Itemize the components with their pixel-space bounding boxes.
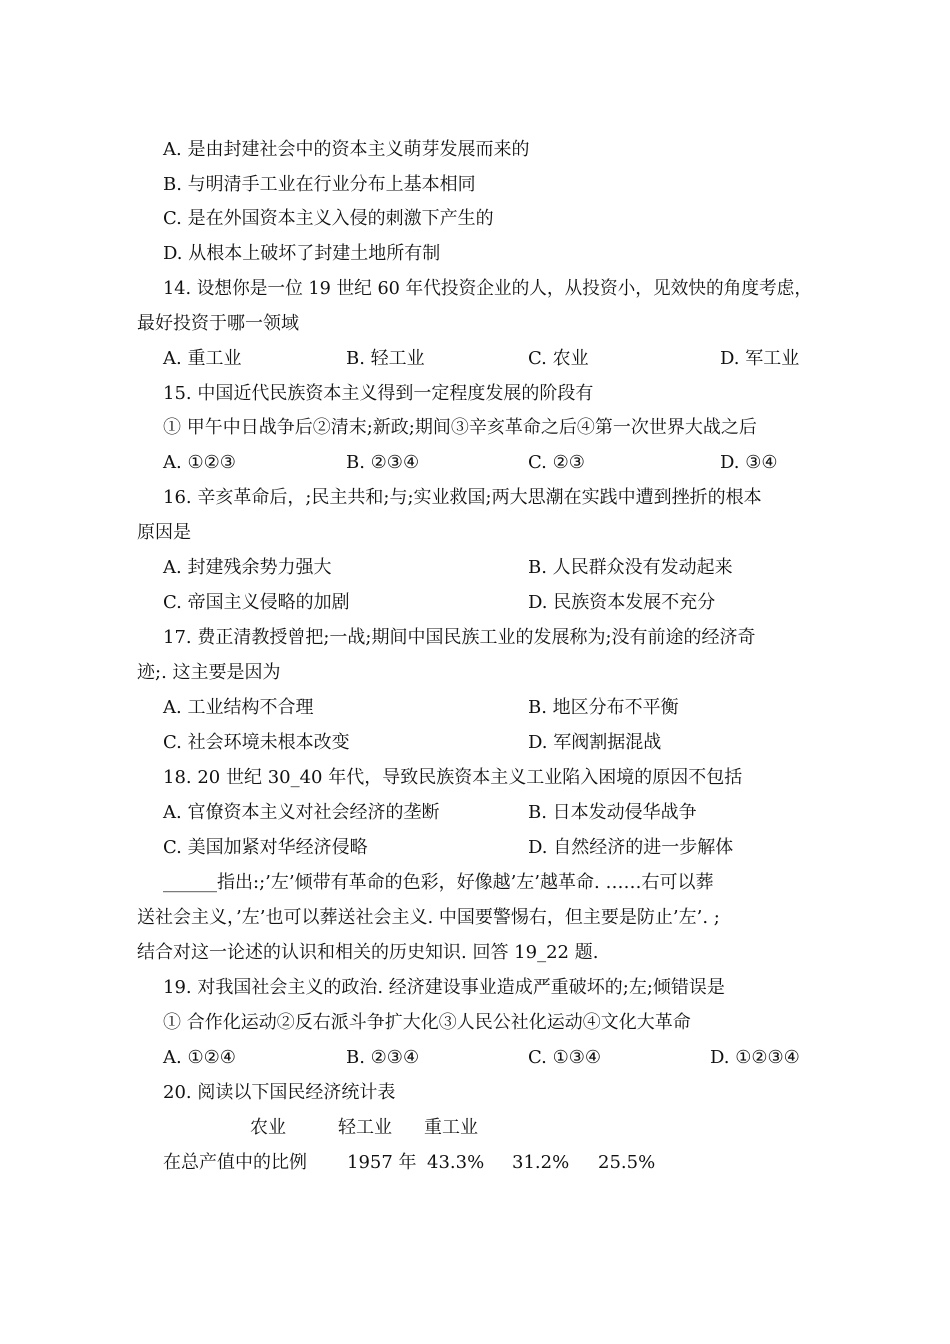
q14-option-a: A. 重工业 [163,348,242,369]
passage-line1: ______指出:;’左’倾带有革命的色彩，好像越’左’越革命. ……右可以葬 [163,872,714,893]
q18-stem: 18. 20 世纪 30_40 年代，导致民族资本主义工业陷入困境的原因不包括 [163,767,743,788]
passage-line3: 结合对这一论述的认识和相关的历史知识. 回答 19_22 题. [137,942,599,963]
q18-option-b: B. 日本发动侵华战争 [528,802,697,823]
passage-line2: 送社会主义，’左’也可以葬送社会主义. 中国要警惕右，但主要是防止’左’. ; [137,907,720,928]
table-row-year: 1957 年 [347,1152,417,1173]
q14-option-d: D. 军工业 [720,348,800,369]
q19-option-a: A. ①②④ [163,1047,236,1068]
q14-option-b: B. 轻工业 [346,348,425,369]
table-header-agriculture: 农业 [250,1117,286,1138]
q18-option-a: A. 官僚资本主义对社会经济的垄断 [163,802,440,823]
q15-option-d: D. ③④ [720,452,778,473]
q13-option-a: A. 是由封建社会中的资本主义萌芽发展而来的 [163,139,530,160]
q18-option-c: C. 美国加紧对华经济侵略 [163,837,368,858]
q19-option-b: B. ②③④ [346,1047,420,1068]
q19-option-c: C. ①③④ [528,1047,601,1068]
table-header-heavy-industry: 重工业 [424,1117,478,1138]
q18-option-d: D. 自然经济的进一步解体 [528,837,734,858]
q16-option-d: D. 民族资本发展不充分 [528,592,716,613]
q16-option-b: B. 人民群众没有发动起来 [528,557,733,578]
q13-option-d: D. 从根本上破坏了封建土地所有制 [163,243,441,264]
q13-option-b: B. 与明清手工业在行业分布上基本相同 [163,174,476,195]
table-cell-agriculture: 43.3% [427,1152,485,1173]
q14-stem-line1: 14. 设想你是一位 19 世纪 60 年代投资企业的人，从投资小，见效快的角度考虑， [163,278,813,299]
q20-stem: 20. 阅读以下国民经济统计表 [163,1082,396,1103]
q15-option-a: A. ①②③ [163,452,236,473]
table-header-light-industry: 轻工业 [338,1117,392,1138]
q16-stem-line1: 16. 辛亥革命后，;民主共和;与;实业救国;两大思潮在实践中遭到挫折的根本 [163,487,762,508]
q14-option-c: C. 农业 [528,348,589,369]
q19-option-d: D. ①②③④ [710,1047,800,1068]
q15-option-b: B. ②③④ [346,452,420,473]
q16-option-a: A. 封建残余势力强大 [163,557,332,578]
q15-items: ① 甲午中日战争后②清末;新政;期间③辛亥革命之后④第一次世界大战之后 [163,417,757,438]
q15-stem: 15. 中国近代民族资本主义得到一定程度发展的阶段有 [163,383,594,404]
q13-option-c: C. 是在外国资本主义入侵的刺激下产生的 [163,208,494,229]
q17-stem-line2: 迹;. 这主要是因为 [137,662,281,683]
q17-option-c: C. 社会环境未根本改变 [163,732,350,753]
q17-option-a: A. 工业结构不合理 [163,697,314,718]
q17-option-b: B. 地区分布不平衡 [528,697,679,718]
q15-option-c: C. ②③ [528,452,585,473]
table-row-label: 在总产值中的比例 [163,1152,307,1173]
q19-stem: 19. 对我国社会主义的政治. 经济建设事业造成严重破坏的;左;倾错误是 [163,977,725,998]
table-cell-light-industry: 31.2% [512,1152,570,1173]
table-cell-heavy-industry: 25.5% [598,1152,656,1173]
q17-stem-line1: 17. 费正清教授曾把;一战;期间中国民族工业的发展称为;没有前途的经济奇 [163,627,756,648]
q16-option-c: C. 帝国主义侵略的加剧 [163,592,350,613]
q19-items: ① 合作化运动②反右派斗争扩大化③人民公社化运动④文化大革命 [163,1012,691,1033]
q14-stem-line2: 最好投资于哪一领域 [137,313,299,334]
q16-stem-line2: 原因是 [137,522,191,543]
q17-option-d: D. 军阀割据混战 [528,732,662,753]
